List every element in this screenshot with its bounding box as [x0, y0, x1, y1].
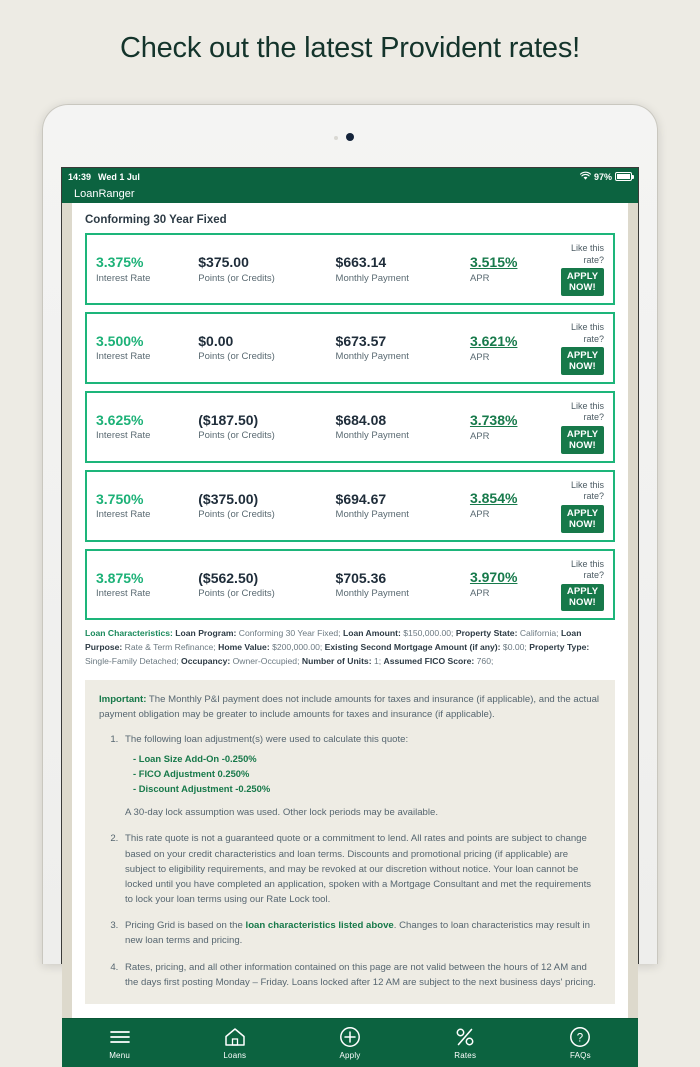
loan-char-value: 760; — [476, 656, 494, 667]
disclaimer-note-1 — [121, 732, 601, 820]
rate-cell-interest — [96, 412, 198, 443]
rate-label: Interest Rate — [96, 509, 151, 521]
loan-char-value: $200,000.00; — [272, 642, 323, 653]
loan-char-key: Assumed FICO Score: — [383, 656, 475, 667]
disclaimer-panel — [85, 680, 615, 1004]
apr-label: APR — [469, 430, 490, 442]
tab-label: FAQs — [570, 1051, 591, 1061]
table-row[interactable] — [85, 391, 615, 463]
hamburger-menu-icon — [62, 1025, 177, 1049]
rate-cell-points — [198, 254, 335, 285]
tab-menu[interactable] — [62, 1025, 177, 1060]
apr-value[interactable]: 3.515% — [469, 253, 518, 270]
status-bar-indicators — [580, 172, 632, 182]
rate-cell-payment — [336, 491, 470, 522]
rate-label: Interest Rate — [96, 272, 151, 284]
loan-adjustments-list — [125, 751, 601, 797]
rate-cell-apr — [470, 569, 561, 600]
loan-char-key: Number of Units: — [301, 656, 372, 667]
payment-label: Monthly Payment — [335, 509, 409, 521]
rate-cell-cta — [561, 559, 604, 612]
loan-char-key: Loan Amount: — [342, 628, 401, 639]
rate-cell-apr — [470, 490, 561, 521]
apply-now-button[interactable]: APPLY NOW! — [561, 426, 604, 454]
like-this-rate-label: Like this rate? — [570, 479, 604, 502]
loan-char-value: Conforming 30 Year Fixed; — [238, 628, 341, 639]
ambient-sensor-icon — [334, 136, 338, 140]
note3-text-b: . Changes to loan characteristics may result in new loan terms and pricing. — [125, 920, 591, 947]
loan-char-key: Property State: — [455, 628, 518, 639]
tab-label: Loans — [223, 1051, 247, 1061]
disclaimer-note-4: 4. Rates, pricing, and all other information contained on this page are not valid between the hours of 12 AM and the days first posting Monday – Friday. Loans locked after 12 AM are subject to the next business days' pricing. — [121, 960, 601, 990]
loan-characteristics-heading: Loan Characteristics: — [85, 628, 173, 639]
loan-adjustment-item: - Loan Size Add-On -0.250% — [133, 752, 257, 764]
rate-list — [85, 233, 615, 620]
disclaimer-note-3 — [121, 918, 601, 948]
loan-adjustment-item: - Discount Adjustment -0.250% — [133, 783, 271, 795]
loan-characteristics-link[interactable]: loan characteristics listed above — [245, 920, 394, 932]
table-row[interactable] — [85, 233, 615, 305]
rate-value: 3.375% — [96, 254, 144, 271]
tablet-device-frame — [42, 104, 658, 1061]
points-label: Points (or Credits) — [198, 430, 275, 442]
rates-card — [72, 203, 628, 1018]
house-icon — [177, 1025, 292, 1049]
points-value: ($375.00) — [198, 490, 259, 507]
rate-cell-cta — [561, 480, 604, 533]
like-this-rate-label: Like this rate? — [570, 558, 604, 581]
rate-cell-payment — [336, 333, 470, 364]
apr-value[interactable]: 3.621% — [469, 332, 518, 349]
app-title: LoanRanger — [74, 188, 135, 200]
points-label: Points (or Credits) — [198, 272, 275, 284]
loan-char-key: Loan Program: — [175, 628, 237, 639]
apr-value[interactable]: 3.738% — [469, 411, 518, 428]
device-screen — [61, 167, 639, 1061]
rate-cell-interest — [96, 491, 198, 522]
device-bezel-top — [43, 105, 657, 167]
apr-label: APR — [469, 351, 490, 363]
battery-icon — [615, 172, 632, 181]
rate-value: 3.625% — [96, 411, 144, 428]
loan-char-key: Occupancy: — [181, 656, 231, 667]
rate-label: Interest Rate — [96, 430, 151, 442]
rate-cell-payment — [336, 254, 470, 285]
apply-now-button[interactable]: APPLY NOW! — [561, 268, 604, 296]
loan-char-value: Owner-Occupied; — [232, 656, 300, 667]
table-row[interactable] — [85, 549, 615, 621]
table-row[interactable] — [85, 470, 615, 542]
rate-cell-apr — [470, 254, 561, 285]
loan-char-value: $150,000.00; — [403, 628, 454, 639]
payment-value: $684.08 — [335, 411, 387, 428]
apr-label: APR — [469, 588, 490, 600]
points-label: Points (or Credits) — [198, 588, 275, 600]
like-this-rate-label: Like this rate? — [570, 400, 604, 423]
like-this-rate-label: Like this rate? — [570, 243, 604, 265]
payment-value: $705.36 — [335, 569, 387, 586]
tab-loans[interactable] — [177, 1025, 292, 1060]
rate-cell-interest — [96, 254, 198, 285]
apply-now-button[interactable]: APPLY NOW! — [561, 505, 604, 533]
rate-label: Interest Rate — [96, 588, 151, 600]
like-this-rate-label: Like this rate? — [570, 321, 604, 344]
rate-cell-payment — [336, 412, 470, 443]
rate-cell-apr — [470, 412, 561, 443]
points-label: Points (or Credits) — [198, 351, 275, 363]
rate-cell-payment — [336, 570, 470, 601]
rate-cell-points — [198, 491, 335, 522]
points-value: ($187.50) — [198, 411, 259, 428]
svg-text:?: ? — [577, 1032, 584, 1045]
front-camera-icon — [346, 133, 354, 141]
apr-label: APR — [469, 272, 490, 284]
tab-label: Apply — [339, 1051, 361, 1061]
page-scroll-area[interactable] — [62, 203, 638, 1018]
question-circle-icon — [523, 1025, 638, 1049]
page-headline: Check out the latest Provident rates! — [119, 32, 581, 64]
loan-char-key: Loan Purpose: — [85, 628, 582, 653]
rate-cell-interest — [96, 333, 198, 364]
loan-char-value: 1; — [373, 656, 382, 667]
payment-value: $694.67 — [335, 490, 387, 507]
loan-char-value: Single-Family Detached; — [85, 656, 179, 667]
lock-assumption-note: A 30-day lock assumption was used. Other lock periods may be available. — [125, 807, 439, 819]
points-label: Points (or Credits) — [198, 509, 275, 521]
rate-cell-cta — [561, 322, 604, 375]
payment-value: $673.57 — [335, 332, 387, 349]
disclaimer-notes-list — [99, 732, 601, 989]
rate-cell-points — [198, 333, 335, 364]
rate-cell-cta — [561, 401, 604, 454]
table-row[interactable] — [85, 312, 615, 384]
disclaimer-note-2: 2. This rate quote is not a guaranteed quote or a commitment to lend. All rates and points are subject to change based on your credit characteristics and loan terms. Discounts and promotional pricing (if applicable) are subject to eligibility requirements, and may be revoked at our discretion without notice. Your loan cannot be locked until you have completed an application, spoken with a Mortgage Consultant and met the requirements to lock your loan terms using our Rate Lock tool. — [121, 831, 601, 907]
rate-cell-apr — [470, 333, 561, 364]
payment-label: Monthly Payment — [335, 588, 409, 600]
tab-apply[interactable] — [292, 1025, 407, 1060]
status-bar-date: Wed 1 Jul — [98, 171, 140, 182]
points-value: ($562.50) — [198, 569, 259, 586]
battery-percent-label: 97% — [593, 171, 612, 182]
important-text: The Monthly P&I payment does not include amounts for taxes and insurance (if applicable), and the actual payment obligation may be greater to include amounts for taxes and insurance (if applicable). — [99, 694, 600, 721]
loan-char-value: $0.00; — [502, 642, 527, 653]
important-label: Important: — [99, 694, 147, 706]
payment-label: Monthly Payment — [335, 351, 409, 363]
tab-rates[interactable] — [408, 1025, 523, 1060]
rate-cell-cta — [561, 243, 604, 296]
rate-value: 3.750% — [96, 490, 144, 507]
rate-cell-points — [198, 570, 335, 601]
tab-faqs[interactable] — [523, 1025, 638, 1060]
points-value: $375.00 — [198, 254, 249, 271]
bottom-tab-bar — [62, 1018, 638, 1067]
payment-label: Monthly Payment — [335, 430, 409, 442]
plus-circle-icon — [292, 1025, 407, 1049]
rate-label: Interest Rate — [96, 351, 151, 363]
apply-now-button[interactable]: APPLY NOW! — [561, 584, 604, 612]
apr-label: APR — [469, 509, 490, 521]
tab-label: Menu — [109, 1051, 130, 1061]
loan-char-value: Rate & Term Refinance; — [124, 642, 216, 653]
rate-cell-points — [198, 412, 335, 443]
note1-lead: The following loan adjustment(s) were used to calculate this quote: — [125, 734, 409, 746]
percent-icon — [408, 1025, 523, 1049]
loan-characteristics — [85, 627, 615, 669]
note3-text-a: Pricing Grid is based on the — [125, 920, 246, 932]
tab-label: Rates — [454, 1051, 477, 1061]
apr-value[interactable]: 3.854% — [469, 490, 518, 507]
loan-adjustment-item: - FICO Adjustment 0.250% — [133, 767, 250, 779]
status-bar — [62, 168, 638, 185]
status-bar-time: 14:39 — [68, 171, 92, 182]
rate-value: 3.875% — [96, 569, 144, 586]
payment-value: $663.14 — [335, 254, 387, 271]
section-title: Conforming 30 Year Fixed — [85, 214, 227, 226]
loan-char-key: Existing Second Mortgage Amount (if any): — [324, 642, 501, 653]
loan-char-value: California; — [519, 628, 559, 639]
important-notice — [99, 692, 601, 722]
app-bar — [62, 185, 638, 203]
apr-value[interactable]: 3.970% — [469, 569, 518, 586]
loan-char-key: Property Type: — [529, 642, 590, 653]
wifi-icon — [580, 172, 591, 181]
apply-now-button[interactable]: APPLY NOW! — [561, 347, 604, 375]
rate-value: 3.500% — [96, 332, 144, 349]
points-value: $0.00 — [198, 332, 234, 349]
loan-char-key: Home Value: — [218, 642, 270, 653]
rate-cell-interest — [96, 570, 198, 601]
payment-label: Monthly Payment — [335, 272, 409, 284]
